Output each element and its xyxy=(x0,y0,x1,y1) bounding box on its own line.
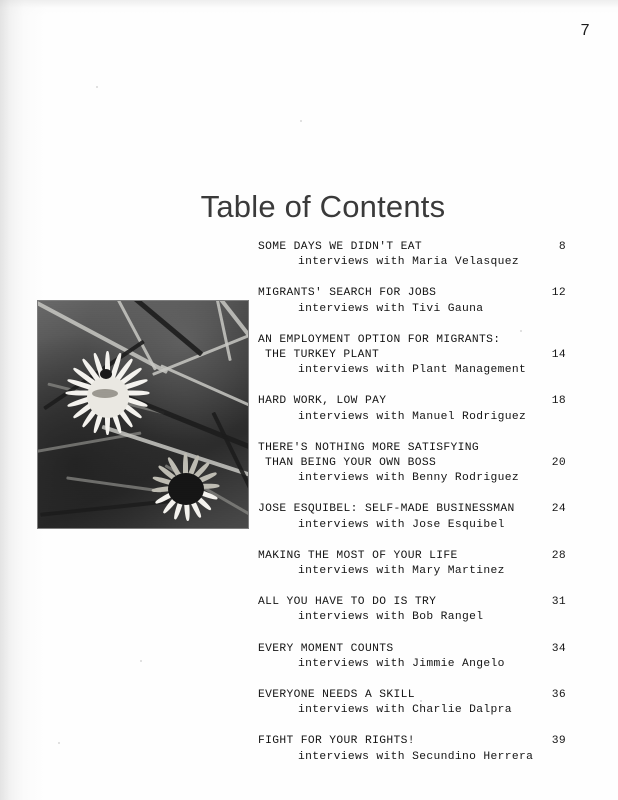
toc-entry-subtitle: interviews with Benny Rodriguez xyxy=(298,472,520,485)
toc-entry-lines xyxy=(258,642,504,672)
toc-entry-page-number: 20 xyxy=(551,457,566,470)
toc-entry[interactable] xyxy=(258,549,566,579)
toc-entry-page-number: 14 xyxy=(551,349,566,361)
toc-entry-lines xyxy=(258,240,520,270)
toc-entry-lines xyxy=(258,688,512,718)
toc-entry-title: MIGRANTS' SEARCH FOR JOBS xyxy=(258,287,437,300)
toc-entry-subtitle: interviews with Jimmie Angelo xyxy=(298,657,505,670)
toc-entry-title: SOME DAYS WE DIDN'T EAT xyxy=(258,241,422,253)
toc-entry-lines xyxy=(258,394,527,424)
toc-entry[interactable] xyxy=(258,441,566,487)
toc-entry-page-number: 18 xyxy=(551,395,566,408)
toc-entry-subtitle: interviews with Plant Management xyxy=(298,364,527,377)
toc-entry-lines xyxy=(258,734,534,764)
toc-entry-title: THERE'S NOTHING MORE SATISFYING xyxy=(258,441,480,454)
toc-entry[interactable] xyxy=(258,688,566,718)
toc-entry-page-number: 28 xyxy=(551,549,566,562)
toc-entry-title: AN EMPLOYMENT OPTION FOR MIGRANTS: xyxy=(258,333,501,346)
toc-entry-page-number: 31 xyxy=(551,596,566,609)
toc-entry-title-continued: THAN BEING YOUR OWN BOSS xyxy=(265,457,437,470)
toc-entry-title: MAKING THE MOST OF YOUR LIFE xyxy=(258,549,458,562)
toc-entry-subtitle: interviews with Charlie Dalpra xyxy=(298,704,512,717)
toc-entry-page-number: 12 xyxy=(551,287,566,300)
toc-entry[interactable] xyxy=(258,642,566,672)
toc-entry-page-number: 34 xyxy=(551,642,566,655)
toc-entry-lines xyxy=(258,286,504,316)
toc-entry-lines xyxy=(258,549,504,579)
toc-entry-title: JOSE ESQUIBEL: SELF-MADE BUSINESSMAN xyxy=(258,503,515,516)
toc-entry-title: EVERYONE NEEDS A SKILL xyxy=(258,689,415,702)
toc-entry-lines xyxy=(258,333,527,379)
toc-entry-title: EVERY MOMENT COUNTS xyxy=(258,642,394,655)
toc-entry-subtitle: interviews with Manuel Rodriguez xyxy=(298,410,527,423)
toc-entry-title: ALL YOU HAVE TO DO IS TRY xyxy=(258,596,437,609)
toc-entry-title: HARD WORK, LOW PAY xyxy=(258,395,387,408)
toc-entry[interactable] xyxy=(258,286,566,316)
table-of-contents-list xyxy=(258,240,566,781)
toc-entry-page-number: 8 xyxy=(558,241,566,253)
toc-entry-lines xyxy=(258,502,515,532)
scan-shadow-top xyxy=(0,0,618,16)
toc-entry-page-number: 39 xyxy=(551,735,566,748)
toc-entry-lines xyxy=(258,441,520,487)
toc-entry[interactable] xyxy=(258,240,566,270)
toc-entry-subtitle: interviews with Secundino Herrera xyxy=(298,750,534,763)
page-number: 7 xyxy=(580,22,590,39)
toc-entry[interactable] xyxy=(258,394,566,424)
toc-entry-page-number: 24 xyxy=(551,503,566,516)
flowers-among-branches-photograph xyxy=(38,301,248,528)
toc-entry[interactable] xyxy=(258,595,566,625)
toc-entry-subtitle: interviews with Jose Esquibel xyxy=(298,518,505,531)
toc-entry-title: FIGHT FOR YOUR RIGHTS! xyxy=(258,735,415,748)
toc-entry-title-continued: THE TURKEY PLANT xyxy=(265,349,380,362)
toc-entry-subtitle: interviews with Mary Martinez xyxy=(298,565,505,578)
toc-entry-subtitle: interviews with Tivi Gauna xyxy=(298,302,484,315)
page-title: Table of Contents xyxy=(200,189,446,224)
toc-entry[interactable] xyxy=(258,502,566,532)
toc-entry-page-number: 36 xyxy=(551,689,566,702)
toc-entry-subtitle: interviews with Maria Velasquez xyxy=(298,256,520,269)
toc-entry-subtitle: interviews with Bob Rangel xyxy=(298,611,484,624)
photo-grain xyxy=(38,301,248,528)
toc-entry[interactable] xyxy=(258,333,566,379)
toc-entry-lines xyxy=(258,595,504,625)
toc-entry[interactable] xyxy=(258,734,566,764)
